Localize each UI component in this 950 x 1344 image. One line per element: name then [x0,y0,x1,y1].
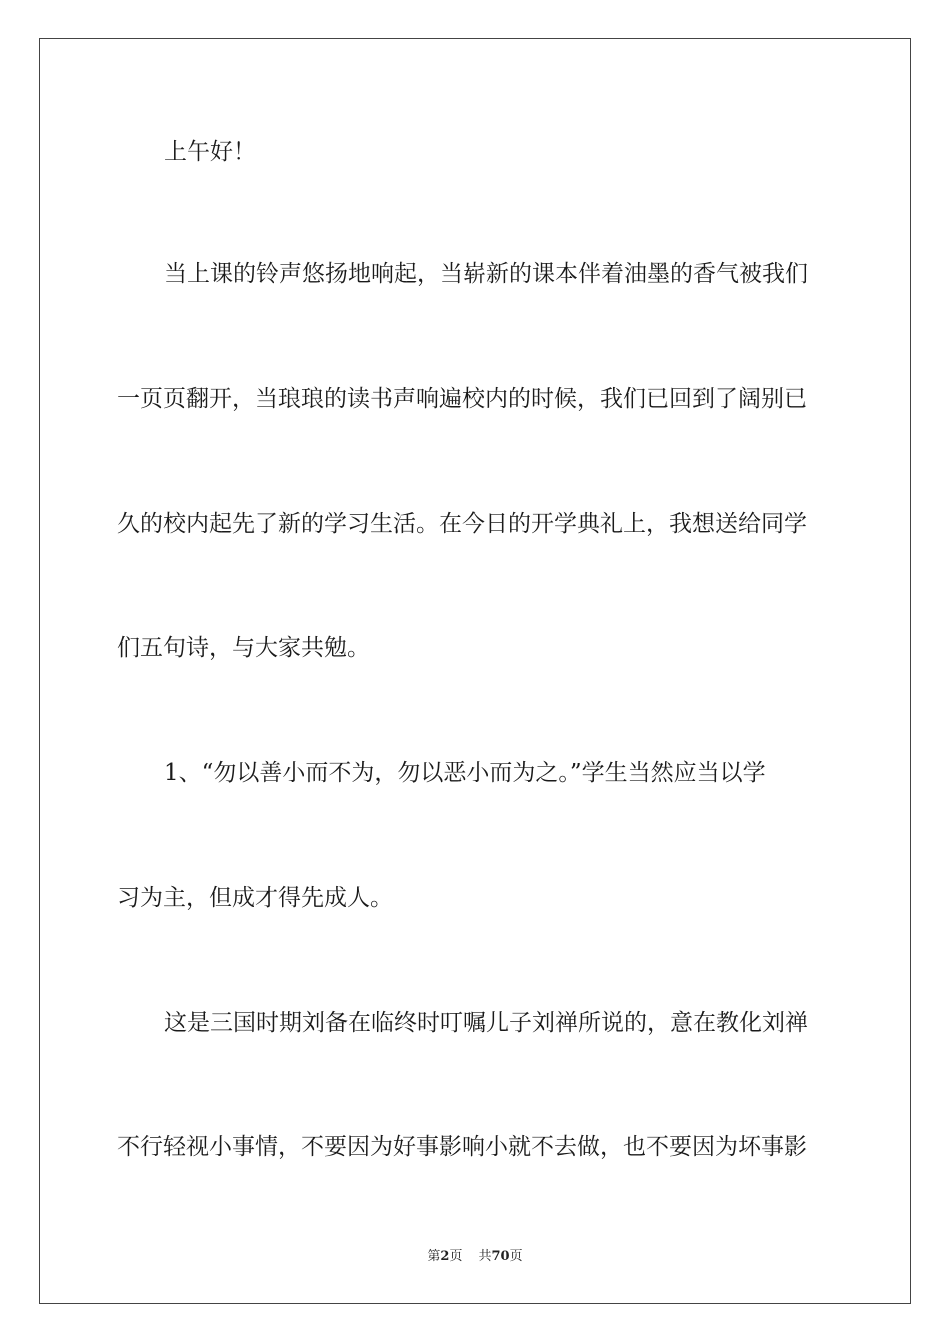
footer-page-prefix: 第 [427,1249,441,1264]
paragraph-3-line-1: 这是三国时期刘备在临终时叮嘱儿子刘禅所说的，意在教化刘禅 [164,1010,808,1036]
paragraph-2-line-2: 习为主，但成才得先成人。 [117,885,393,911]
page-footer [0,1248,950,1266]
footer-total-suffix: 页 [509,1249,523,1264]
footer-total-prefix: 共 [478,1249,492,1264]
greeting-line: 上午好！ [164,139,256,165]
paragraph-2-line-1: 1、“勿以善小而不为，勿以恶小而为之。”学生当然应当以学 [164,760,766,786]
paragraph-3-line-2: 不行轻视小事情，不要因为好事影响小就不去做，也不要因为坏事影 [117,1134,807,1160]
paragraph-1-line-1: 当上课的铃声悠扬地响起，当崭新的课本伴着油墨的香气被我们 [164,261,808,287]
paragraph-1-line-2: 一页页翻开，当琅琅的读书声响遍校内的时候，我们已回到了阔别已 [117,386,807,412]
page-border [39,38,911,1304]
paragraph-1-line-4: 们五句诗，与大家共勉。 [117,635,370,661]
paragraph-1-line-3: 久的校内起先了新的学习生活。在今日的开学典礼上，我想送给同学 [117,511,807,537]
footer-page-suffix: 页 [449,1249,463,1264]
footer-total-pages: 70 [491,1249,510,1264]
footer-page-number: 2 [440,1249,450,1264]
